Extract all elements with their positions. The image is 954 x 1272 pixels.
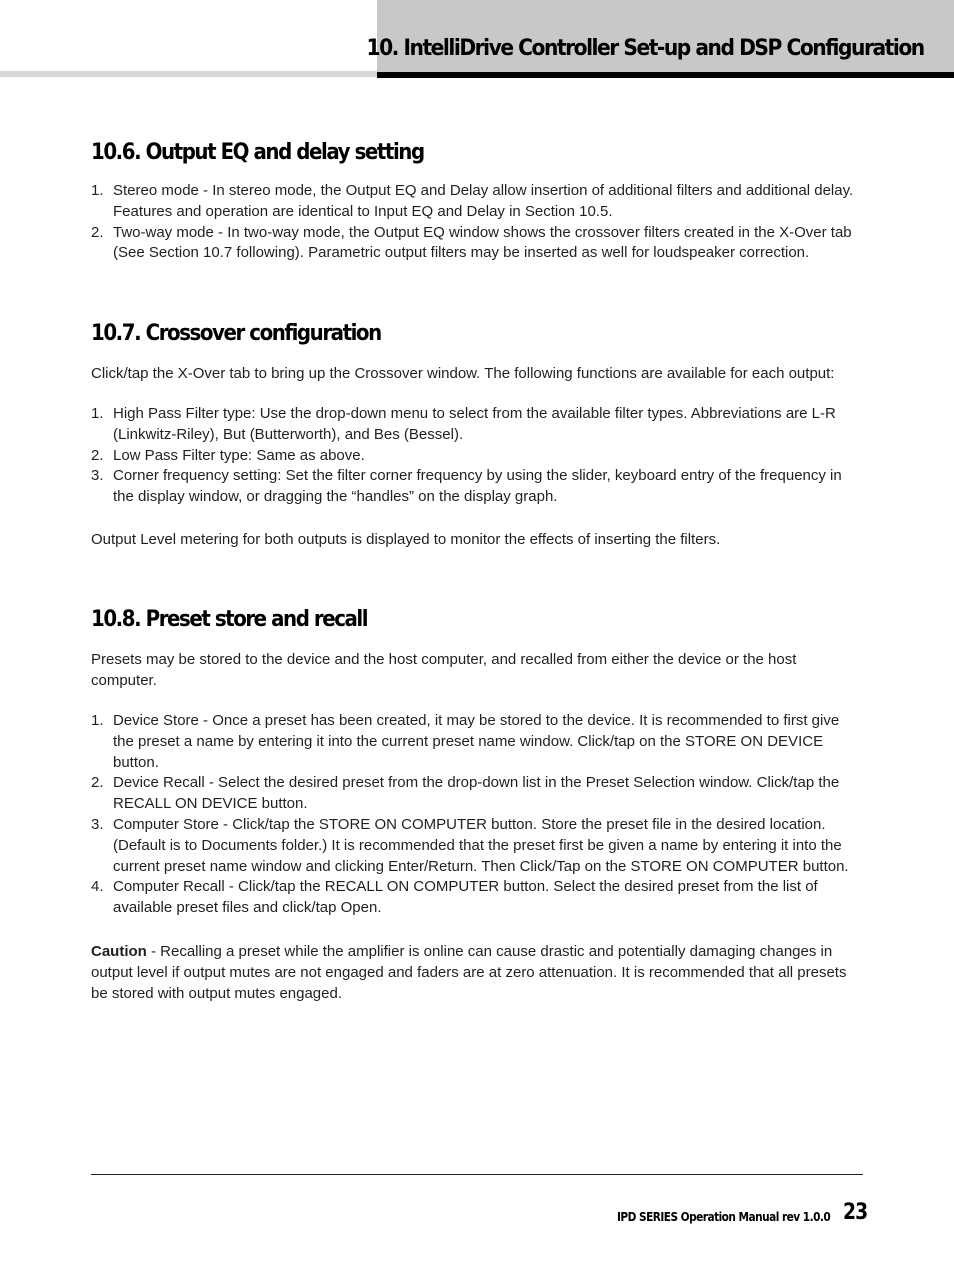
page-number: 23	[843, 1200, 868, 1225]
crossover-outro: Output Level metering for both outputs is displayed to monitor the effects of inserting the filters.	[91, 531, 721, 548]
caution-note	[91, 941, 863, 1004]
header-rule-right	[377, 72, 954, 78]
crossover-list	[91, 404, 863, 508]
crossover-intro: Click/tap the X-Over tab to bring up the Crossover window. The following functions are available for each output:	[91, 365, 835, 382]
list-item: 2. Two-way mode - In two-way mode, the Output EQ window shows the crossover filters created in the X-Over tab (See Section 10.7 following). Parametric output filters may be inserted as well for loudspeaker correction.	[91, 223, 852, 262]
footer-manual-title: IPD SERIES Operation Manual rev 1.0.0	[617, 1210, 831, 1224]
caution-label: Caution	[91, 943, 147, 960]
section-heading-preset: 10.8. Preset store and recall	[91, 607, 368, 632]
list-item: 2. Low Pass Filter type: Same as above.	[91, 446, 365, 464]
preset-intro: Presets may be stored to the device and the host computer, and recalled from either the device or the host computer.	[91, 651, 797, 689]
caution-text: - Recalling a preset while the amplifier is online can cause drastic and potentially damaging changes in output level if output mutes are not engaged and faders are at zero attenuation. It is recommended that all presets be stored with output mutes engaged.	[91, 943, 847, 1002]
list-item: 4. Computer Recall - Click/tap the RECALL ON COMPUTER button. Select the desired preset from the list of available preset files and click/tap Open.	[91, 878, 818, 917]
section-heading-crossover: 10.7. Crossover configuration	[91, 321, 381, 346]
output-eq-list	[91, 181, 863, 264]
section-heading-output-eq: 10.6. Output EQ and delay setting	[91, 140, 424, 165]
chapter-title: 10. IntelliDrive Controller Set-up and DSP Configuration	[366, 36, 924, 61]
list-item: 1. High Pass Filter type: Use the drop-down menu to select from the available filter types. Abbreviations are L-R (Linkwitz-Riley), But (Butterworth), and Bes (Bessel).	[91, 405, 836, 443]
preset-list	[91, 711, 863, 919]
list-item: 3. Corner frequency setting: Set the filter corner frequency by using the slider, keyboard entry of the frequency in the display window, or dragging the “handles” on the display graph.	[91, 467, 842, 506]
header-rule-left	[0, 71, 378, 77]
list-item: 2. Device Recall - Select the desired preset from the drop-down list in the Preset Selection window. Click/tap the RECALL ON DEVICE button.	[91, 774, 840, 813]
footer-rule	[91, 1174, 863, 1175]
list-item: 1. Device Store - Once a preset has been created, it may be stored to the device. It is recommended to first give the preset a name by entering it into the current preset name window. Click/tap on the STORE ON DEVICE button.	[91, 712, 840, 771]
list-item: 3. Computer Store - Click/tap the STORE ON COMPUTER button. Store the preset file in the desired location. (Default is to Documents folder.) It is recommended that the preset first be given a name by entering it into the current preset name window and clicking Enter/Return. Then Click/Tap on the STORE ON COMPUTER button.	[91, 815, 849, 875]
list-item: 1. Stereo mode - In stereo mode, the Output EQ and Delay allow insertion of additional filters and additional delay. Features and operation are identical to Input EQ and Delay in Section 10.5.	[91, 182, 854, 220]
